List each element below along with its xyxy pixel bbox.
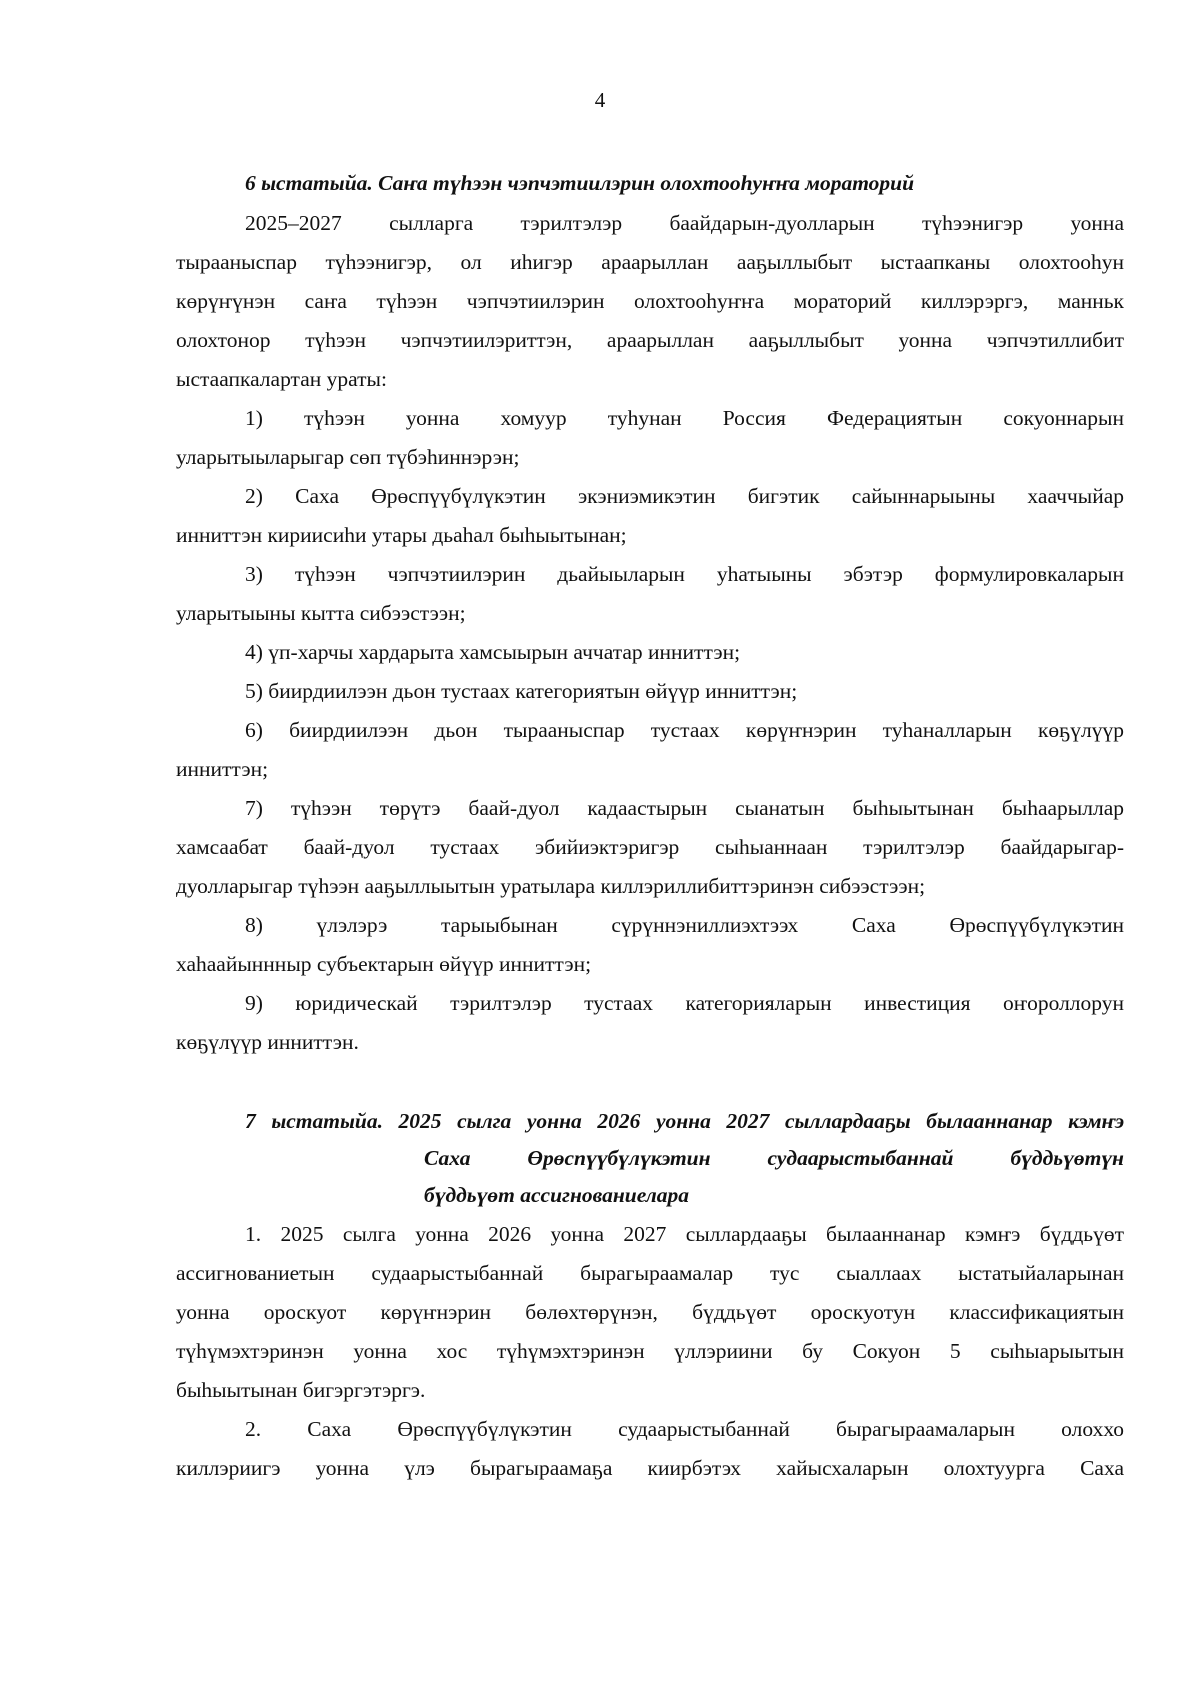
list-item-line: 9) юридическай тэрилтэлэр тустаах категорияларын инвестиция оҥороллорун [245, 991, 1124, 1015]
list-item-line: хаһаайыннныр субъектарын өйүүр инниттэн; [176, 952, 592, 976]
article-7-paragraph-line: 2. Саха Өрөспүүбүлүкэтин судаарыстыбаннай бырагыраамаларын олоххо [245, 1417, 1124, 1441]
list-item-line: 4) үп-харчы хардарыта хамсыырын аччатар инниттэн; [245, 640, 741, 664]
article-7-paragraph-line: киллэриигэ уонна үлэ бырагыраамаҕа киирбэтэх хайысхаларын олохтуурга Саха [176, 1456, 1124, 1480]
list-item-line: инниттэн; [176, 757, 269, 781]
list-item-line: 1) түһээн уонна хомуур туһунан Россия Федерациятын сокуоннарын [245, 406, 1124, 430]
article-6-paragraph-line: тырааныспар түһээнигэр, ол иһигэр араарыллан ааҕыллыбыт ыстаапканы олохтооһун [176, 250, 1124, 274]
article-7-paragraph-line: түһүмэхтэринэн уонна хос түһүмэхтэринэн үллэриини бу Сокуон 5 сыһыарыытын [176, 1339, 1124, 1363]
article-6-paragraph-line: ыстаапкалартан ураты: [176, 367, 387, 391]
article-7-heading: бүддьүөт ассигнованиелара [424, 1183, 690, 1207]
article-6-paragraph-line: көрүҥүнэн саҥа түһээн чэпчэтиилэрин олохтооһуҥҥа мораторий киллэрэргэ, манньк [176, 289, 1124, 313]
article-7-paragraph-line: быһыытынан бигэргэтэргэ. [176, 1378, 426, 1402]
list-item-line: 6) биирдиилээн дьон тырааныспар тустаах көрүҥнэрин туһаналларын көҕүлүүр [245, 718, 1124, 742]
article-6-paragraph-line: олохтонор түһээн чэпчэтиилэриттэн, араарыллан ааҕыллыбыт уонна чэпчэтиллибит [176, 328, 1124, 352]
list-item-line: хамсаабат баай-дуол тустаах эбийиэктэригэр сыһыаннаан тэрилтэлэр баайдарыгар- [176, 835, 1124, 859]
article-7-paragraph-line: уонна ороскуот көрүҥнэрин бөлөхтөрүнэн, бүддьүөт ороскуотун классификациятын [176, 1300, 1124, 1324]
article-7-paragraph-line: ассигнованиетын судаарыстыбаннай бырагыраамалар тус сыаллаах ыстатыйаларынан [176, 1261, 1124, 1285]
page-number: 4 [594, 88, 606, 112]
list-item-line: 7) түһээн төрүтэ баай-дуол кадаастырын сыанатын быһыытынан быһаарыллар [245, 796, 1124, 820]
list-item-line: 3) түһээн чэпчэтиилэрин дьайыыларын уһатыыны эбэтэр формулировкаларын [245, 562, 1124, 586]
article-7-heading: Саха Өрөспүүбүлүкэтин судаарыстыбаннай бүддьүөтүн [424, 1146, 1124, 1170]
article-6-paragraph-line: 2025–2027 сылларга тэрилтэлэр баайдарын-дуолларын түһээнигэр уонна [245, 211, 1124, 235]
list-item-line: дуолларыгар түһээн ааҕыллыытын уратылара киллэриллибиттэринэн сибээстээн; [176, 874, 926, 898]
list-item-line: 8) үлэлэрэ тарыыбынан сүрүннэниллиэхтээх Саха Өрөспүүбүлүкэтин [245, 913, 1124, 937]
article-7-heading: 7 ыстатыйа. 2025 сылга уонна 2026 уонна 2027 сыллардааҕы былааннанар кэмҥэ [245, 1109, 1124, 1133]
list-item-line: уларытыыны кытта сибээстээн; [176, 601, 466, 625]
article-7-paragraph-line: 1. 2025 сылга уонна 2026 уонна 2027 сыллардааҕы былааннанар кэмҥэ бүддьүөт [245, 1222, 1124, 1246]
list-item-line: 2) Саха Өрөспүүбүлүкэтин экэниэмикэтин бигэтик сайыннарыыны хааччыйар [245, 484, 1124, 508]
article-6-heading: 6 ыстатыйа. Саҥа түһээн чэпчэтиилэрин олохтооһуҥҥа мораторий [245, 171, 915, 195]
list-item-line: 5) биирдиилээн дьон тустаах категориятын өйүүр инниттэн; [245, 679, 798, 703]
list-item-line: уларытыыларыгар сөп түбэһиннэрэн; [176, 445, 520, 469]
list-item-line: инниттэн кириисиһи утары дьаһал быһыытынан; [176, 523, 627, 547]
list-item-line: көҕүлүүр инниттэн. [176, 1030, 359, 1054]
